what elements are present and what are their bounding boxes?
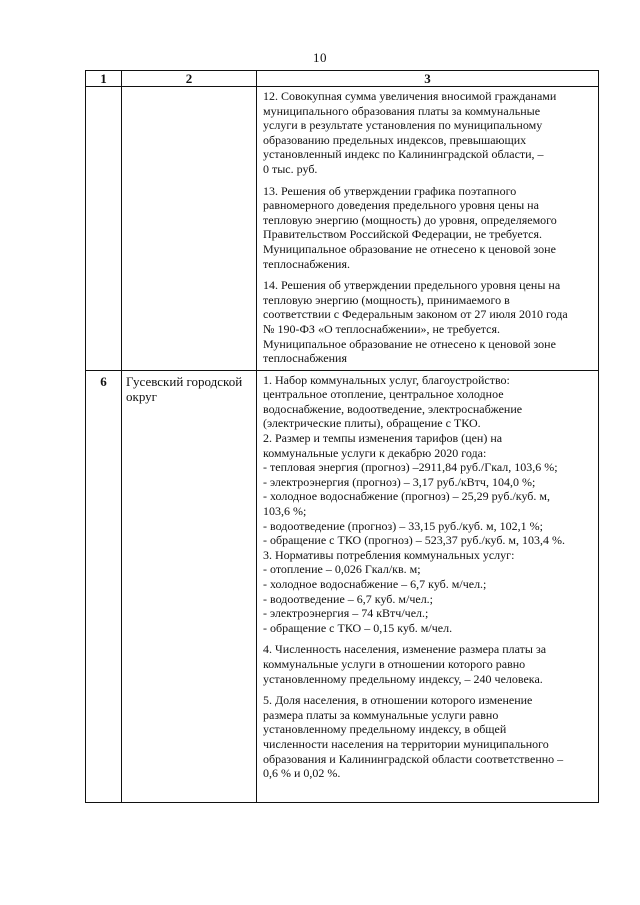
text-line: Муниципальное образование не отнесено к ценовой зоне	[263, 241, 556, 256]
column-header-3: 3	[257, 71, 599, 87]
text-line: - холодное водоснабжение – 6,7 куб. м/чел.;	[263, 577, 487, 591]
text-line: - электроэнергия (прогноз) – 3,17 руб./кВтч, 104,0 %;	[263, 474, 536, 489]
text-line: 103,6 %;	[263, 504, 307, 519]
text-line: установленный индекс по Калининградской области, –	[263, 147, 544, 162]
text-line: 3. Нормативы потребления коммунальных услуг:	[263, 547, 515, 562]
text-line: услуги в результате установления по муниципальному	[263, 118, 543, 133]
paragraph-12	[263, 89, 593, 177]
table-row	[86, 370, 599, 802]
paragraph-2	[263, 431, 593, 548]
text-line: - тепловая энергия (прогноз) –2911,84 руб./Гкал, 103,6 %;	[263, 460, 558, 475]
text-line: численности населения на территории муниципального	[263, 736, 549, 751]
text-line: установленному предельному индексу, – 240 человека.	[263, 671, 543, 686]
column-header-1: 1	[86, 71, 122, 87]
text-line: теплоснабжения	[263, 351, 347, 366]
text-line: (электрические плиты), обращение с ТКО.	[263, 416, 481, 431]
municipality-name: Гусевский городской округ	[122, 370, 257, 802]
paragraph-13	[263, 184, 593, 272]
text-line: 0,6 % и 0,02 %.	[263, 766, 341, 781]
text-line: центральное отопление, центральное холодное	[263, 387, 504, 402]
paragraph-4	[263, 642, 593, 686]
text-line: образования и Калининградской области соответственно –	[263, 751, 564, 766]
text-line: тепловую энергию (мощность), принимаемого в	[263, 292, 510, 307]
text-line: 0 тыс. руб.	[263, 161, 318, 176]
text-line: - водоотведение (прогноз) – 33,15 руб./куб. м, 102,1 %;	[263, 518, 543, 533]
text-line: Правительством Российской Федерации, не требуется.	[263, 227, 542, 242]
text-line: 12. Совокупная сумма увеличения вносимой гражданами	[263, 89, 557, 103]
text-line: установленному предельному индексу, в общей	[263, 722, 507, 737]
page-number: 10	[313, 50, 327, 65]
municipality-name	[122, 87, 257, 371]
text-line: Муниципальное образование не отнесено к ценовой зоне	[263, 336, 556, 351]
text-line: 14. Решения об утверждении предельного уровня цены на	[263, 278, 561, 293]
column-header-2: 2	[122, 71, 257, 87]
text-line: 1. Набор коммунальных услуг, благоустройство:	[263, 372, 510, 387]
text-line: № 190-ФЗ «О теплоснабжении», не требуется.	[263, 321, 501, 336]
paragraph-5	[263, 693, 593, 781]
text-line: соответствии с Федеральным законом от 27 июля 2010 года	[263, 307, 568, 322]
row-content	[257, 87, 599, 371]
text-line: - электроэнергия – 74 кВтч/чел.;	[263, 606, 429, 621]
text-line: равномерного доведения предельного уровня цены на	[263, 198, 539, 213]
text-line: 13. Решения об утверждении графика поэтапного	[263, 183, 517, 198]
text-line: размера платы за коммунальные услуги равно	[263, 707, 499, 722]
text-line: муниципального образования платы за коммунальные	[263, 103, 541, 118]
row-number: 6	[86, 370, 122, 802]
text-line: водоснабжение, водоотведение, электроснабжение	[263, 401, 523, 416]
text-line: коммунальные услуги в отношении которого равно	[263, 656, 526, 671]
text-line: теплоснабжения.	[263, 256, 350, 271]
text-line: коммунальные услуги к декабрю 2020 года:	[263, 445, 487, 460]
table-row	[86, 87, 599, 371]
text-line: - водоотведение – 6,7 куб. м/чел.;	[263, 591, 434, 606]
paragraph-14	[263, 278, 593, 366]
document-table	[85, 70, 599, 803]
text-line: образованию предельных индексов, превышающих	[263, 132, 527, 147]
paragraph-3	[263, 548, 593, 636]
text-line: тепловую энергию (мощность) до уровня, определяемого	[263, 212, 557, 227]
text-line: - отопление – 0,026 Гкал/кв. м;	[263, 562, 421, 577]
text-line: 5. Доля населения, в отношении которого изменение	[263, 693, 533, 708]
row-content	[257, 370, 599, 802]
table-header-row	[86, 71, 599, 87]
text-line: 2. Размер и темпы изменения тарифов (цен) на	[263, 431, 503, 446]
text-line: - обращение с ТКО – 0,15 куб. м/чел.	[263, 620, 453, 635]
row-number	[86, 87, 122, 371]
text-line: - обращение с ТКО (прогноз) – 523,37 руб./куб. м, 103,4 %.	[263, 533, 566, 548]
text-line: 4. Численность населения, изменение размера платы за	[263, 642, 547, 657]
paragraph-1	[263, 373, 593, 431]
text-line: - холодное водоснабжение (прогноз) – 25,29 руб./куб. м,	[263, 489, 550, 504]
